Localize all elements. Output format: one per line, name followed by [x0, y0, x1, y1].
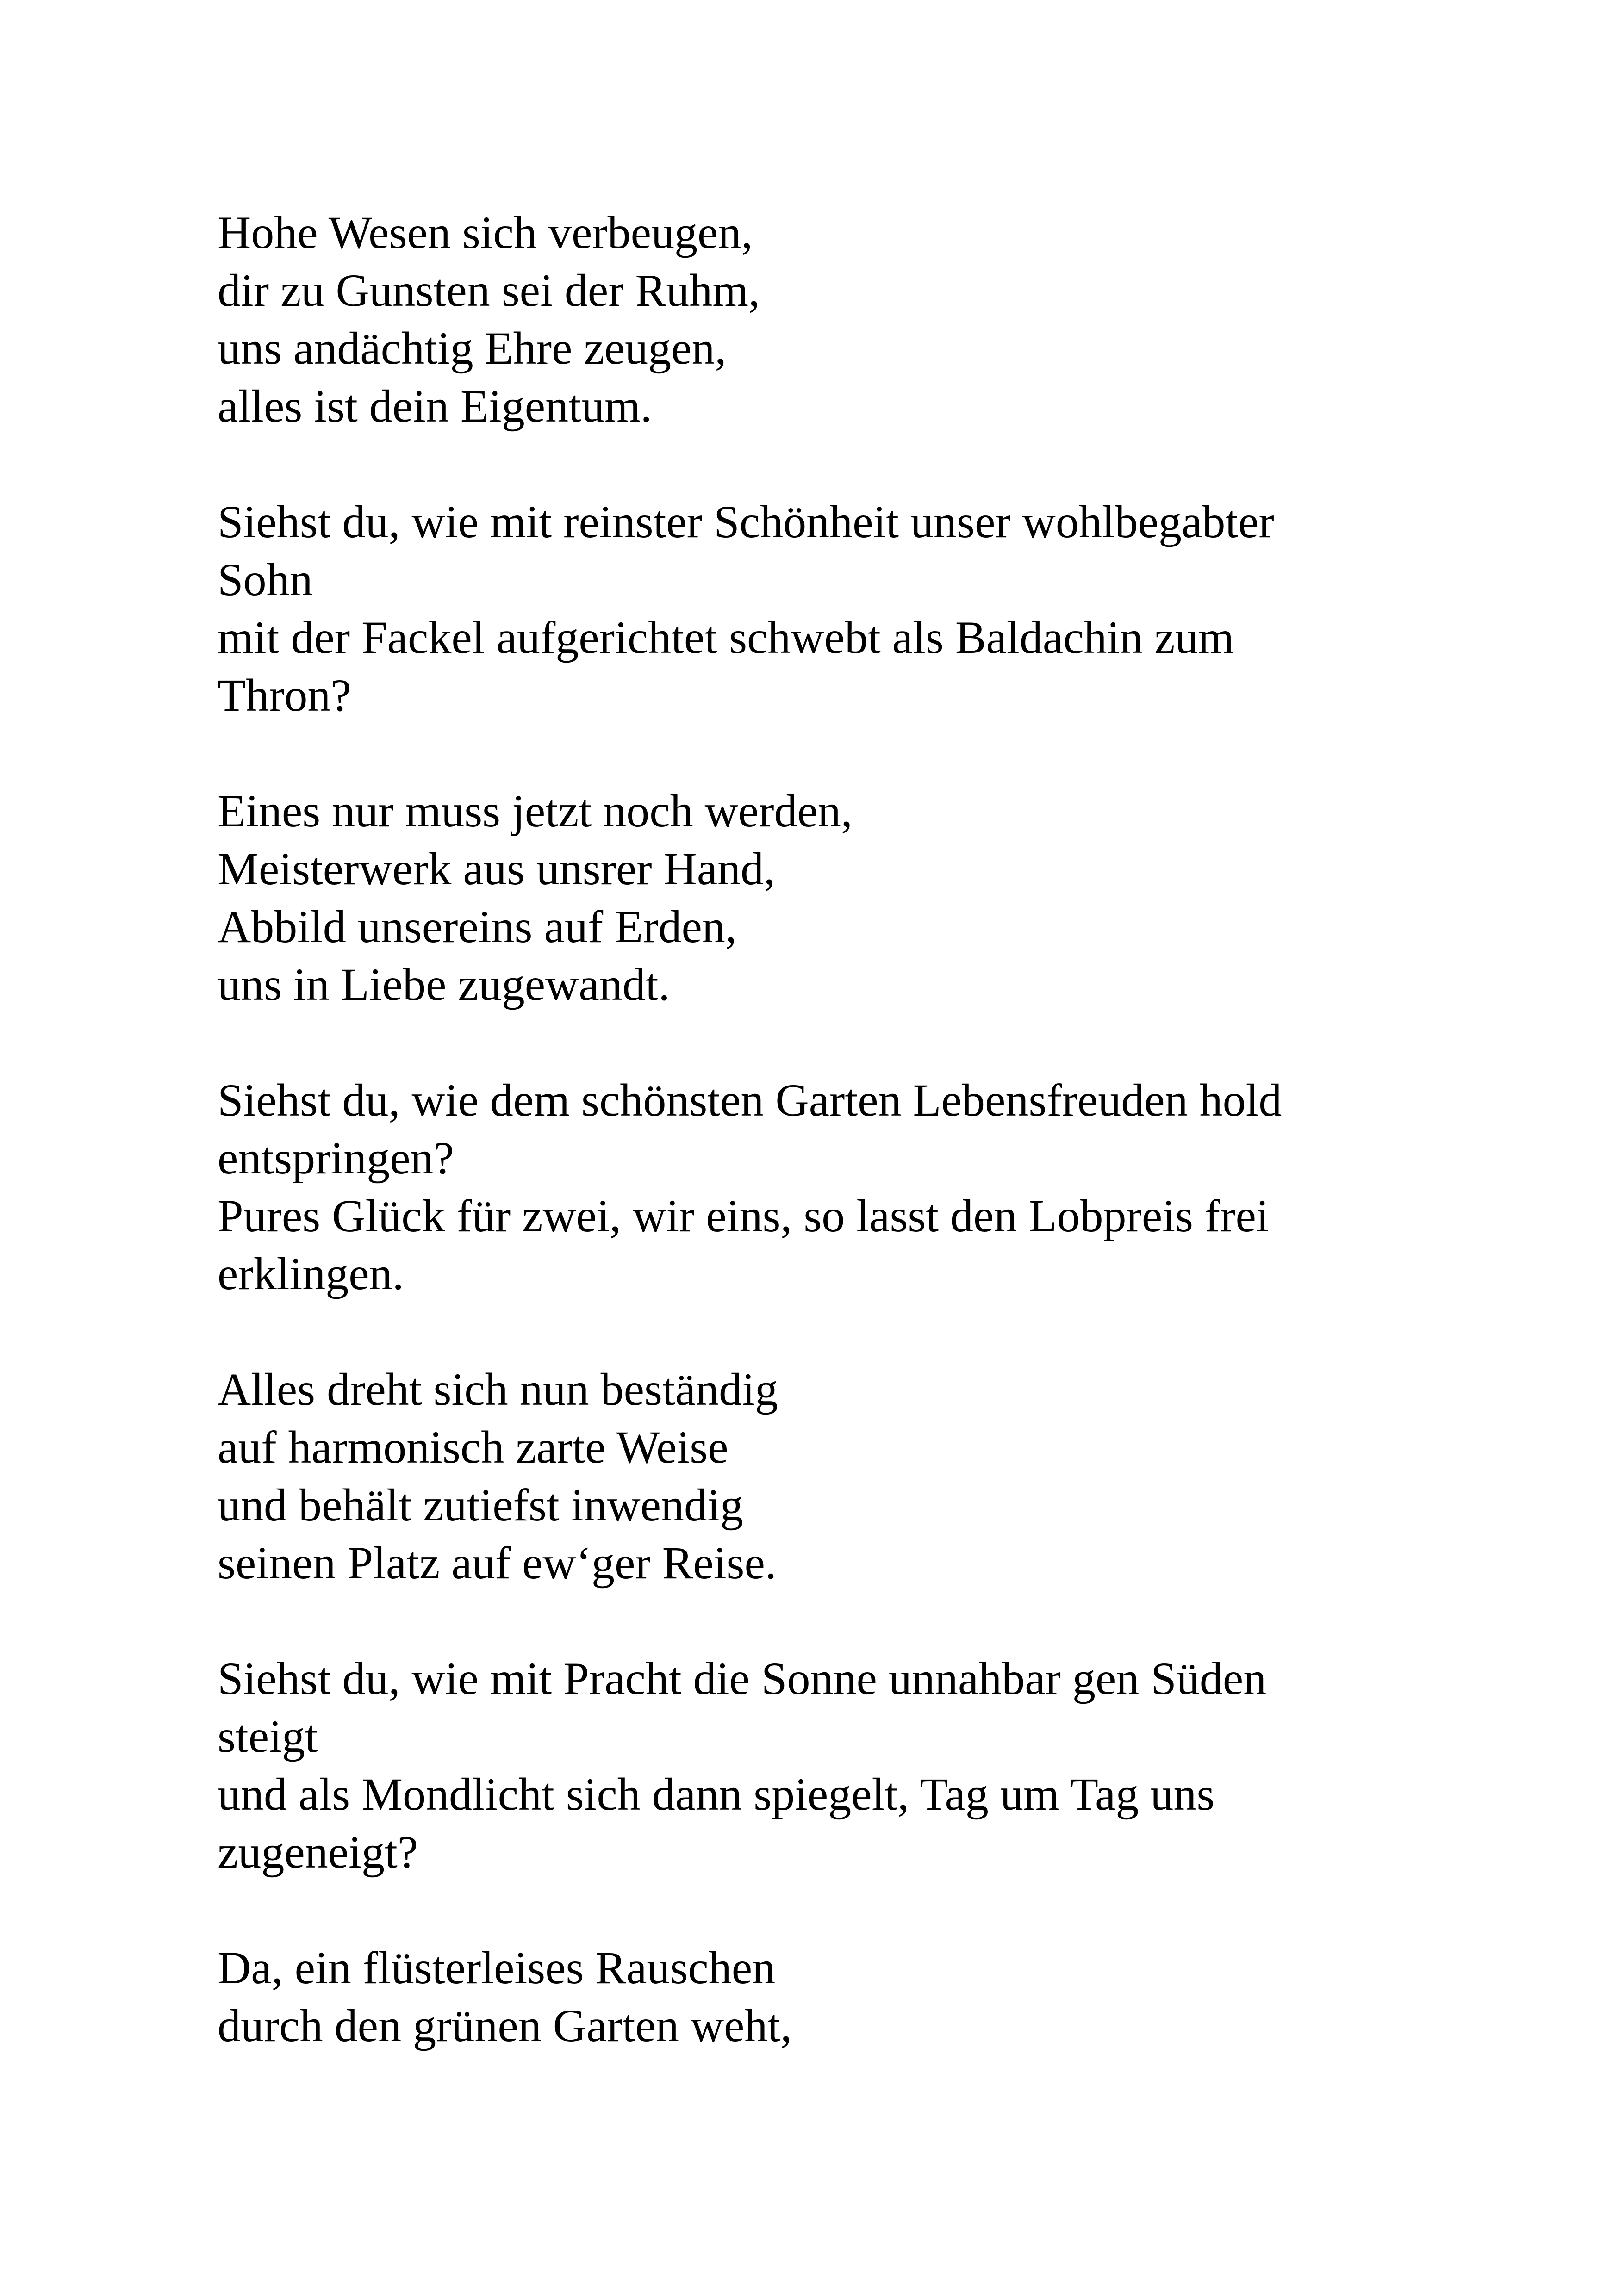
poem-line: Eines nur muss jetzt noch werden,: [218, 785, 853, 837]
poem-line: uns in Liebe zugewandt.: [218, 959, 670, 1010]
stanza: [218, 493, 1467, 724]
poem-line: Pures Glück für zwei, wir eins, so lasst den Lobpreis frei: [218, 1190, 1269, 1241]
poem-body: [218, 204, 1467, 2054]
poem-line: zugeneigt?: [218, 1826, 418, 1878]
stanza: [218, 1360, 1467, 1592]
stanza: [218, 1939, 1467, 2054]
stanza: [218, 1071, 1467, 1303]
poem-line: Hohe Wesen sich verbeugen,: [218, 207, 753, 258]
poem-line: alles ist dein Eigentum.: [218, 380, 652, 432]
poem-line: seinen Platz auf ew‘ger Reise.: [218, 1537, 777, 1589]
poem-line: Thron?: [218, 670, 351, 721]
poem-line: mit der Fackel aufgerichtet schwebt als Baldachin zum: [218, 612, 1234, 663]
stanza: [218, 782, 1467, 1013]
poem-line: und als Mondlicht sich dann spiegelt, Tag um Tag uns: [218, 1769, 1215, 1820]
stanza: [218, 1650, 1467, 1881]
poem-line: Siehst du, wie mit Pracht die Sonne unnahbar gen Süden: [218, 1653, 1267, 1704]
poem-line: steigt: [218, 1711, 318, 1762]
poem-line: und behält zutiefst inwendig: [218, 1479, 743, 1531]
poem-line: Meisterwerk aus unsrer Hand,: [218, 843, 776, 894]
poem-line: uns andächtig Ehre zeugen,: [218, 323, 727, 374]
poem-line: Da, ein flüsterleises Rauschen: [218, 1942, 776, 1993]
poem-line: auf harmonisch zarte Weise: [218, 1421, 729, 1473]
poem-line: dir zu Gunsten sei der Ruhm,: [218, 265, 760, 316]
poem-line: Alles dreht sich nun beständig: [218, 1364, 778, 1415]
poem-line: Abbild unsereins auf Erden,: [218, 901, 737, 952]
poem-line: Siehst du, wie dem schönsten Garten Lebensfreuden hold: [218, 1074, 1282, 1126]
poem-line: Siehst du, wie mit reinster Schönheit unser wohlbegabter: [218, 496, 1274, 547]
stanza: [218, 204, 1467, 435]
poem-line: durch den grünen Garten weht,: [218, 2000, 792, 2051]
poem-line: erklingen.: [218, 1248, 404, 1299]
poem-line: entspringen?: [218, 1132, 454, 1184]
poem-line: Sohn: [218, 554, 313, 605]
